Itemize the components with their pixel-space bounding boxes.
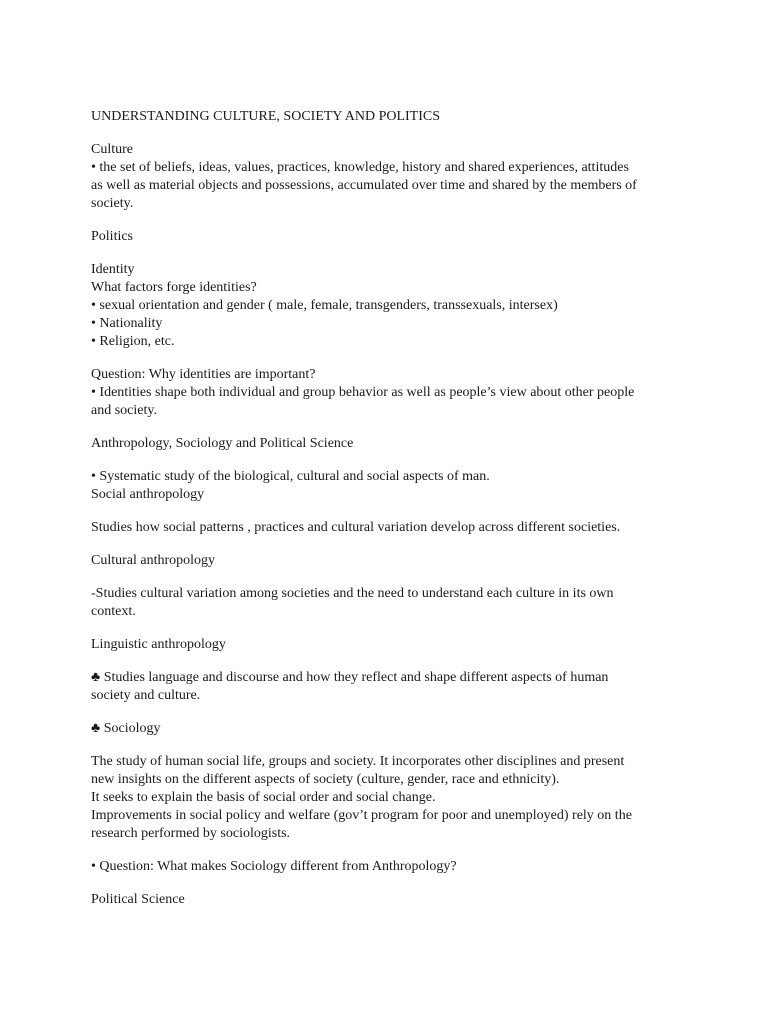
political-science-heading: Political Science (91, 892, 185, 907)
sociology-line-5: research performed by sociologists. (91, 826, 291, 841)
culture-heading: Culture (91, 142, 133, 157)
sociology-line-3: It seeks to explain the basis of social order and social change. (91, 790, 436, 805)
identity-importance-answer-line-1: • Identities shape both individual and group behavior as well as people’s view about other people (91, 385, 635, 400)
culture-definition-line-1: • the set of beliefs, ideas, values, practices, knowledge, history and shared experiences, attitudes (91, 160, 629, 175)
culture-definition-line-3: society. (91, 196, 134, 211)
sociology-line-4: Improvements in social policy and welfare (gov’t program for poor and unemployed) rely on the (91, 808, 632, 823)
linguistic-anthropology-line-2: society and culture. (91, 688, 201, 703)
social-anthropology-heading: Social anthropology (91, 487, 205, 502)
linguistic-anthropology-line-1: ♣ Studies language and discourse and how they reflect and shape different aspects of human (91, 670, 609, 685)
politics-heading: Politics (91, 229, 134, 244)
disciplines-bullet: • Systematic study of the biological, cultural and social aspects of man. (91, 469, 490, 484)
identity-importance-question: Question: Why identities are important? (91, 367, 316, 382)
sociology-line-2: new insights on the different aspects of society (culture, gender, race and ethnicity). (91, 772, 560, 787)
sociology-line-1: The study of human social life, groups and society. It incorporates other disciplines and present (91, 754, 625, 769)
document-title: UNDERSTANDING CULTURE, SOCIETY AND POLITICS (91, 109, 441, 124)
cultural-anthropology-heading: Cultural anthropology (91, 553, 216, 568)
sociology-heading: ♣ Sociology (91, 721, 161, 736)
identity-importance-answer-line-2: and society. (91, 403, 157, 418)
sociology-question: • Question: What makes Sociology different from Anthropology? (91, 859, 457, 874)
identity-bullet: • sexual orientation and gender ( male, female, transgenders, transsexuals, intersex) (91, 298, 558, 313)
identity-bullet: • Nationality (91, 316, 163, 331)
identity-heading: Identity (91, 262, 135, 277)
identity-question: What factors forge identities? (91, 280, 257, 295)
linguistic-anthropology-heading: Linguistic anthropology (91, 637, 226, 652)
cultural-anthropology-line-2: context. (91, 604, 136, 619)
cultural-anthropology-line-1: -Studies cultural variation among societies and the need to understand each culture in its own (91, 586, 614, 601)
culture-definition-line-2: as well as material objects and possessions, accumulated over time and shared by the members of (91, 178, 637, 193)
document-body (91, 108, 691, 909)
social-anthropology-description: Studies how social patterns , practices and cultural variation develop across different societies. (91, 520, 621, 535)
identity-bullet: • Religion, etc. (91, 334, 175, 349)
disciplines-heading: Anthropology, Sociology and Political Science (91, 436, 354, 451)
